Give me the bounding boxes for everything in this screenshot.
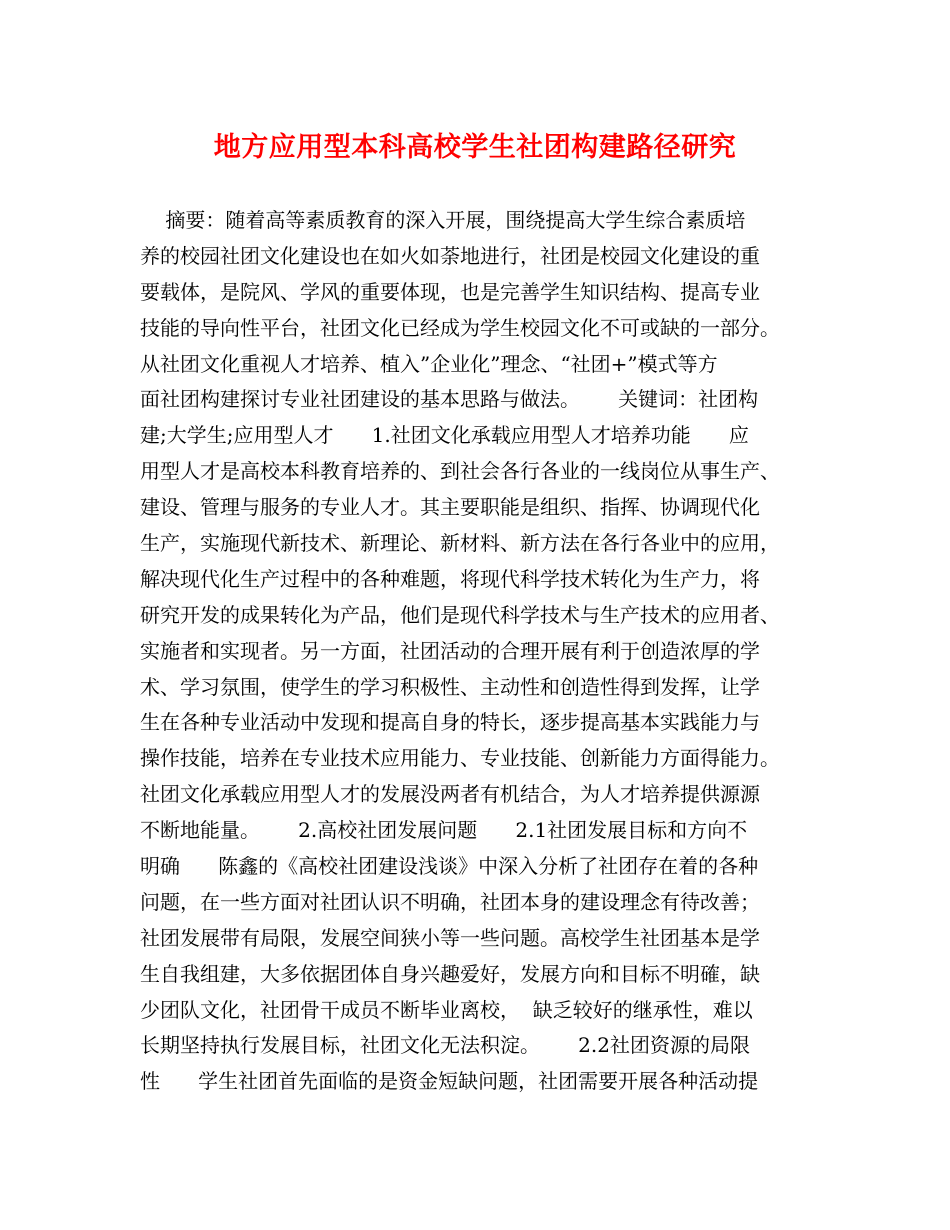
body-line: 养的校园社团文化建设也在如火如荼地进行，社团是校园文化建设的重 [140, 243, 760, 268]
body-line: 从社团文化重视人才培养、植入”企业化”理念、“社团+”模式等方 [140, 351, 718, 376]
body-line: 技能的导向性平台，社团文化已经成为学生校园文化不可或缺的一部分。 [140, 315, 780, 340]
body-line: 用型人才是高校本科教育培养的、到社会各行各业的一线岗位从事生产、 [140, 459, 780, 484]
body-line: 建设、管理与服务的专业人才。其主要职能是组织、指挥、协调现代化 [140, 495, 760, 520]
body-line: 不断地能量。 2.高校社团发展问题 2.1社团发展目标和方向不 [140, 818, 748, 843]
body-line: 问题，在一些方面对社团认识不明确，社团本身的建设理念有待改善； [140, 889, 760, 914]
body-line: 建;大学生;应用型人才 1.社团文化承载应用型人才培养功能 应 [140, 423, 749, 448]
body-line: 研究开发的成果转化为产品，他们是现代科学技术与生产技术的应用者、 [140, 602, 780, 627]
body-line: 术、学习氛围，使学生的学习积极性、主动性和创造性得到发挥，让学 [140, 674, 760, 699]
body-line: 长期坚持执行发展目标，社团文化无法积淀。 2.2社团资源的局限 [140, 1033, 750, 1058]
body-line: 生产，实施现代新技术、新理论、新材料、新方法在各行各业中的应用， [140, 531, 780, 556]
document-title: 地方应用型本科高校学生社团构建路径研究 [213, 132, 737, 163]
body-line: 生在各种专业活动中发现和提高自身的特长，逐步提高基本实践能力与 [140, 710, 760, 735]
body-line: 摘要：随着高等素质教育的深入开展，围绕提高大学生综合素质培 [140, 208, 746, 232]
body-line: 实施者和实现者。另一方面，社团活动的合理开展有利于创造浓厚的学 [140, 638, 760, 663]
body-line: 社团发展带有局限，发展空间狭小等一些问题。高校学生社团基本是学 [140, 925, 760, 950]
body-line: 操作技能，培养在专业技术应用能力、专业技能、创新能力方面得能力。 [140, 746, 780, 771]
body-line: 性 学生社团首先面临的是资金短缺问题，社团需要开展各种活动提 [140, 1069, 759, 1094]
document-body [140, 203, 830, 1100]
body-line: 面社团构建探讨专业社团建设的基本思路与做法。 关键词：社团构 [140, 387, 759, 412]
body-line: 要载体，是院风、学风的重要体现，也是完善学生知识结构、提高专业 [140, 279, 760, 304]
body-line: 明确 陈鑫的《高校社团建设浅谈》中深入分析了社团存在着的各种 [140, 854, 759, 879]
body-line: 社团文化承载应用型人才的发展没两者有机结合，为人才培养提供源源 [140, 782, 760, 807]
body-line: 生自我组建，大多依据团体自身兴趣爱好，发展方向和目标不明確，缺 [140, 961, 760, 986]
body-line: 少团队文化，社团骨干成员不断毕业离校， 缺乏较好的继承性，难以 [140, 997, 753, 1022]
body-line: 解决现代化生产过程中的各种难题，将现代科学技术转化为生产力，将 [140, 566, 760, 591]
